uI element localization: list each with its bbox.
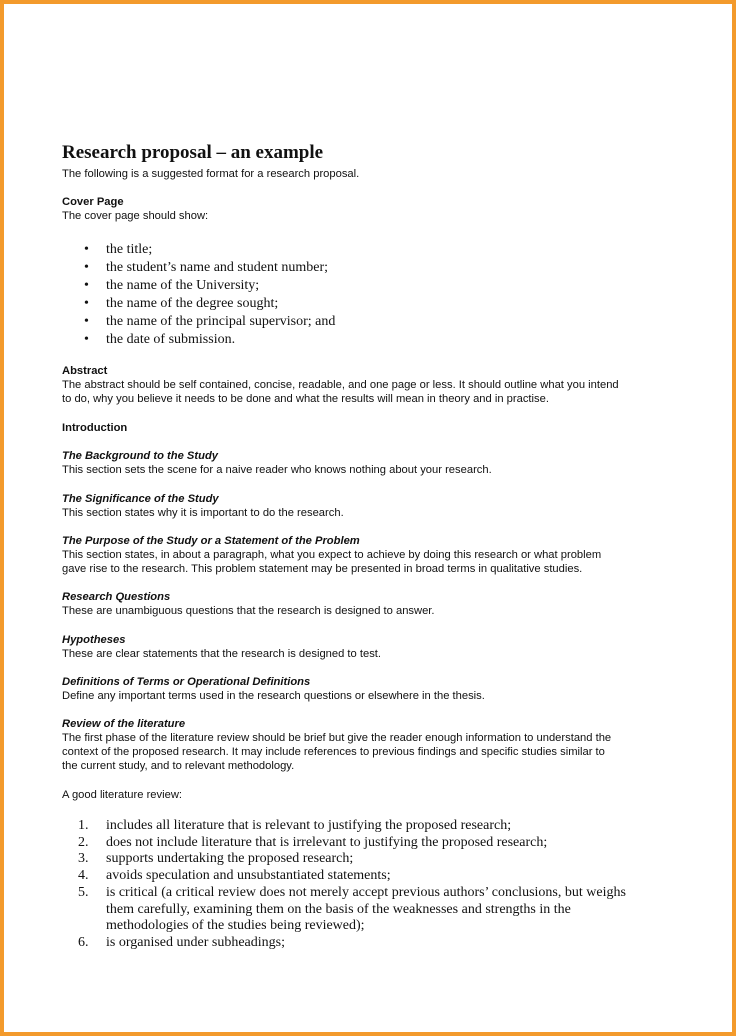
definitions-body: Define any important terms used in the research questions or elsewhere in the thesis. [62,690,485,702]
cover-lead: The cover page should show: [62,210,209,222]
purpose-body-line-2: gave rise to the research. This problem statement may be presented in broad terms in qualitative studies. [62,563,583,575]
cover-list-item-text: the student’s name and student number; [106,260,329,275]
review-list-item-line: them carefully, examining them on the basis of the weaknesses and strengths in the [106,901,571,917]
questions-body: These are unambiguous questions that the research is designed to answer. [62,605,435,617]
review-body-line-3: the current study, and to relevant methodology. [62,760,295,772]
review-list-number: 2. [78,834,89,850]
review-heading: Review of the literature [62,718,186,730]
review-list-item-line: does not include literature that is irrelevant to justifying the proposed research; [106,834,548,850]
cover-list-item [62,277,335,295]
bullet-icon: • [84,296,89,311]
cover-list-item-text: the name of the principal supervisor; and [106,314,336,329]
cover-list-item [62,295,335,313]
purpose-heading: The Purpose of the Study or a Statement of the Problem [62,535,360,547]
cover-heading: Cover Page [62,196,124,208]
review-body-line-2: context of the proposed research. It may include references to previous findings and specific studies similar to [62,746,605,758]
cover-bullet-list [62,241,335,349]
bullet-icon: • [84,314,89,329]
definitions-heading: Definitions of Terms or Operational Definitions [62,676,311,688]
cover-list-item-text: the title; [106,242,153,257]
review-list-item [62,818,626,835]
review-list-item [62,935,626,952]
good-review-numbered-list [62,818,626,952]
abstract-body-line-1: The abstract should be self contained, concise, readable, and one page or less. It should outline what you intend [62,379,619,391]
bullet-icon: • [84,260,89,275]
intro-line: The following is a suggested format for a research proposal. [62,168,360,180]
review-list-item [62,868,626,885]
review-list-item-line: supports undertaking the proposed research; [106,851,354,867]
review-list-item [62,835,626,852]
review-list-item [62,885,626,935]
review-list-item-line: methodologies of the studies being reviewed); [106,918,365,934]
review-list-item-line: avoids speculation and unsubstantiated statements; [106,868,391,884]
review-list-item-line: is organised under subheadings; [106,934,285,950]
document-title: Research proposal – an example [62,142,324,163]
purpose-body-line-1: This section states, in about a paragraph, what you expect to achieve by doing this research or what problem [62,549,602,561]
review-list-item [62,851,626,868]
review-list-item-line: is critical (a critical review does not merely accept previous authors’ conclusions, but weighs [106,884,626,900]
bullet-icon: • [84,332,89,347]
review-list-number: 5. [78,884,89,900]
cover-list-item-text: the date of submission. [106,332,236,347]
significance-body: This section states why it is important to do the research. [62,507,344,519]
review-list-number: 3. [78,851,89,867]
cover-list-item [62,331,335,349]
abstract-heading: Abstract [62,365,108,377]
bullet-icon: • [84,242,89,257]
review-list-number: 6. [78,934,89,950]
hypotheses-body: These are clear statements that the research is designed to test. [62,648,382,660]
cover-list-item-text: the name of the degree sought; [106,296,279,311]
abstract-body-line-2: to do, why you believe it needs to be done and what the results will mean in theory and in practise. [62,393,549,405]
cover-list-item [62,313,335,331]
review-list-number: 1. [78,818,89,833]
cover-list-item-text: the name of the University; [106,278,260,293]
cover-list-item [62,241,335,259]
significance-heading: The Significance of the Study [62,493,219,505]
hypotheses-heading: Hypotheses [62,634,126,646]
background-body: This section sets the scene for a naive reader who knows nothing about your research. [62,464,492,476]
cover-list-item [62,259,335,277]
introduction-heading: Introduction [62,422,128,434]
bullet-icon: • [84,278,89,293]
good-review-lead: A good literature review: [62,789,183,801]
background-heading: The Background to the Study [62,450,219,462]
review-list-item-line: includes all literature that is relevant to justifying the proposed research; [106,818,512,833]
review-body-line-1: The first phase of the literature review should be brief but give the reader enough information to understand the [62,732,612,744]
questions-heading: Research Questions [62,591,171,603]
review-list-number: 4. [78,868,89,884]
